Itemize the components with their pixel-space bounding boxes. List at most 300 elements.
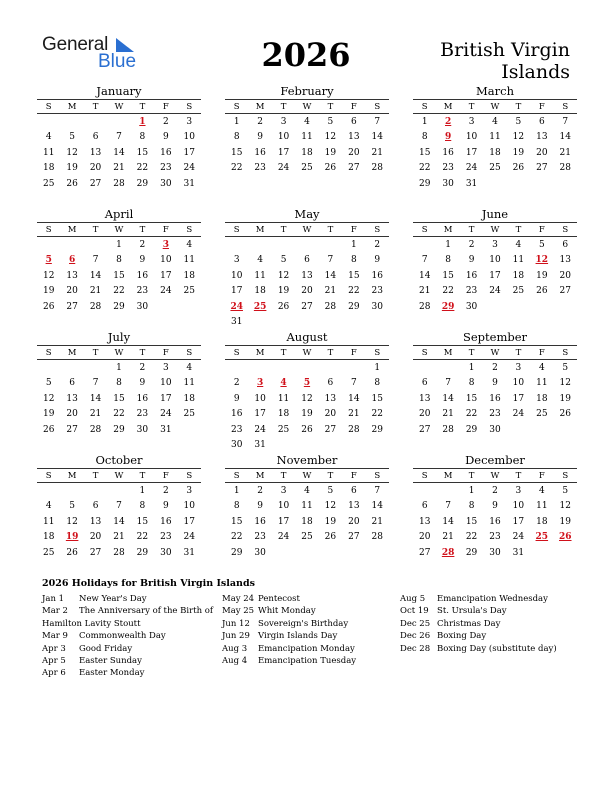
- day-cell: 16: [254, 147, 266, 158]
- week-row: [37, 499, 201, 515]
- day-cell: 14: [348, 393, 360, 404]
- weekday-header: S: [413, 223, 436, 237]
- holiday-day-cell: 19: [65, 532, 79, 543]
- day-cell: 1: [116, 239, 122, 250]
- empty-day-cell: [272, 545, 295, 561]
- day-cell: 29: [418, 178, 431, 189]
- day-cell: 19: [324, 516, 337, 527]
- week-row: [413, 483, 577, 499]
- month-title: October: [95, 453, 143, 467]
- day-cell: 11: [489, 132, 501, 143]
- day-cell: 27: [89, 178, 102, 189]
- day-cell: 23: [160, 163, 172, 174]
- holiday-entry: [42, 667, 222, 679]
- day-cell: 25: [301, 163, 313, 174]
- holiday-name: Boxing Day (substitute day): [437, 643, 557, 654]
- day-cell: 30: [160, 547, 172, 558]
- day-cell: 20: [348, 147, 360, 158]
- day-cell: 31: [183, 178, 195, 189]
- month-table: [37, 223, 201, 315]
- day-cell: 15: [136, 516, 149, 527]
- day-cell: 16: [136, 393, 149, 404]
- weekday-header: M: [60, 469, 83, 483]
- day-cell: 31: [230, 317, 243, 328]
- week-row: [37, 130, 201, 146]
- week-row: [225, 545, 389, 561]
- day-cell: 31: [512, 547, 525, 558]
- day-cell: 13: [66, 393, 78, 404]
- week-row: [413, 145, 577, 161]
- week-row: [413, 530, 577, 546]
- month-table: [413, 223, 577, 315]
- weekday-header: W: [295, 469, 318, 483]
- generalblue-logo: [42, 34, 152, 74]
- day-cell: 16: [254, 516, 266, 527]
- day-cell: 15: [371, 393, 383, 404]
- week-row: [413, 391, 577, 407]
- day-cell: 2: [139, 362, 146, 373]
- day-cell: 29: [348, 301, 360, 312]
- day-cell: 18: [42, 163, 55, 174]
- month-july: [37, 330, 201, 438]
- day-cell: 9: [374, 255, 381, 266]
- day-cell: 17: [465, 147, 478, 158]
- month-table: [413, 469, 577, 561]
- weekday-header: T: [507, 346, 530, 360]
- day-cell: 9: [139, 255, 146, 266]
- day-cell: 23: [442, 163, 454, 174]
- weekday-header: F: [342, 223, 365, 237]
- month-table: [37, 100, 201, 192]
- day-cell: 13: [536, 132, 548, 143]
- week-row: [37, 514, 201, 530]
- month-june: [413, 207, 577, 315]
- day-cell: 18: [301, 147, 313, 158]
- empty-day-cell: [366, 315, 389, 331]
- day-cell: 22: [113, 409, 125, 420]
- holiday-name: Emancipation Tuesday: [258, 655, 357, 666]
- day-cell: 14: [371, 501, 383, 512]
- day-cell: 16: [230, 409, 243, 420]
- day-cell: 4: [538, 362, 545, 373]
- day-cell: 7: [350, 378, 357, 389]
- day-cell: 26: [536, 286, 548, 297]
- month-october: [37, 453, 201, 561]
- holiday-date: May 24: [222, 594, 255, 604]
- day-cell: 10: [512, 501, 525, 512]
- holiday-entry: [222, 593, 402, 605]
- day-cell: 10: [230, 270, 243, 281]
- week-row: [413, 161, 577, 177]
- day-cell: 13: [348, 501, 360, 512]
- month-september: [413, 330, 577, 438]
- holiday-day-cell: 6: [69, 255, 76, 266]
- week-row: [225, 284, 389, 300]
- weekday-header: T: [460, 469, 483, 483]
- weekday-header: W: [483, 100, 506, 114]
- week-row: [37, 284, 201, 300]
- day-cell: 11: [536, 501, 548, 512]
- day-cell: 28: [559, 163, 571, 174]
- day-cell: 31: [160, 424, 172, 435]
- day-cell: 14: [113, 516, 125, 527]
- weekday-header: M: [248, 100, 271, 114]
- holiday-day-cell: 29: [441, 301, 455, 312]
- weekday-header: T: [460, 223, 483, 237]
- day-cell: 7: [421, 255, 428, 266]
- empty-day-cell: [60, 483, 83, 499]
- month-january: [37, 84, 201, 192]
- day-cell: 7: [374, 485, 381, 496]
- day-cell: 21: [371, 147, 383, 158]
- day-cell: 22: [371, 409, 383, 420]
- day-cell: 1: [421, 116, 428, 127]
- day-cell: 21: [89, 286, 102, 297]
- week-row: [37, 407, 201, 423]
- weekday-header: M: [436, 223, 459, 237]
- day-cell: 25: [183, 286, 195, 297]
- day-cell: 13: [418, 393, 431, 404]
- empty-day-cell: [413, 483, 436, 499]
- day-cell: 10: [277, 501, 290, 512]
- weekday-header: F: [154, 223, 177, 237]
- weekday-header: S: [413, 469, 436, 483]
- day-cell: 7: [116, 132, 122, 143]
- day-cell: 10: [183, 132, 195, 143]
- weekday-header: T: [319, 346, 342, 360]
- day-cell: 25: [512, 286, 525, 297]
- day-cell: 1: [116, 362, 122, 373]
- month-title: August: [286, 330, 328, 344]
- day-cell: 21: [113, 532, 125, 543]
- week-row: [225, 514, 389, 530]
- day-cell: 17: [489, 270, 501, 281]
- holiday-day-cell: 5: [45, 255, 52, 266]
- day-cell: 23: [230, 424, 243, 435]
- day-cell: 25: [489, 163, 501, 174]
- day-cell: 27: [324, 424, 337, 435]
- weekday-header: W: [107, 346, 130, 360]
- holiday-date: Jan 1: [42, 594, 65, 604]
- month-title: March: [476, 84, 514, 98]
- day-cell: 2: [257, 485, 263, 496]
- weekday-header: S: [413, 346, 436, 360]
- day-cell: 13: [301, 270, 313, 281]
- day-cell: 14: [418, 270, 431, 281]
- holiday-name: Emancipation Wednesday: [437, 594, 548, 604]
- day-cell: 18: [301, 516, 313, 527]
- day-cell: 15: [230, 516, 243, 527]
- week-row: [413, 176, 577, 192]
- day-cell: 5: [69, 501, 75, 512]
- empty-day-cell: [366, 545, 389, 561]
- day-cell: 19: [42, 409, 55, 420]
- day-cell: 12: [42, 393, 55, 404]
- week-row: [225, 360, 389, 376]
- day-cell: 18: [536, 516, 548, 527]
- day-cell: 30: [465, 301, 478, 312]
- country-name: [390, 39, 570, 83]
- day-cell: 21: [348, 409, 360, 420]
- day-cell: 8: [374, 378, 381, 389]
- day-cell: 16: [465, 270, 478, 281]
- day-cell: 22: [418, 163, 431, 174]
- day-cell: 26: [324, 532, 337, 543]
- week-row: [413, 514, 577, 530]
- day-cell: 24: [254, 424, 266, 435]
- weekday-header: F: [530, 100, 553, 114]
- day-cell: 24: [160, 286, 172, 297]
- day-cell: 24: [277, 532, 290, 543]
- day-cell: 29: [465, 547, 478, 558]
- week-row: [225, 483, 389, 499]
- empty-day-cell: [319, 545, 342, 561]
- week-row: [225, 253, 389, 269]
- day-cell: 9: [233, 393, 240, 404]
- week-row: [225, 530, 389, 546]
- day-cell: 6: [92, 132, 99, 143]
- month-title: November: [276, 453, 338, 467]
- day-cell: 19: [277, 286, 290, 297]
- day-cell: 21: [89, 409, 102, 420]
- holiday-name: St. Ursula's Day: [437, 606, 507, 617]
- day-cell: 14: [559, 132, 571, 143]
- day-cell: 1: [374, 362, 381, 373]
- holiday-date: Dec 28: [400, 643, 431, 654]
- day-cell: 18: [42, 532, 55, 543]
- day-cell: 12: [324, 501, 337, 512]
- holiday-day-cell: 25: [253, 301, 267, 312]
- weekday-header: M: [248, 469, 271, 483]
- holiday-day-cell: 1: [139, 116, 146, 127]
- day-cell: 6: [421, 501, 428, 512]
- day-cell: 6: [350, 485, 357, 496]
- holiday-entry: [42, 605, 222, 617]
- day-cell: 27: [89, 547, 102, 558]
- holiday-entry: [222, 643, 402, 655]
- day-cell: 20: [66, 409, 78, 420]
- day-cell: 22: [136, 532, 149, 543]
- month-table: [225, 346, 389, 453]
- holiday-name: Emancipation Monday: [258, 643, 355, 654]
- day-cell: 16: [489, 393, 501, 404]
- weekday-header: T: [460, 346, 483, 360]
- day-cell: 11: [536, 378, 548, 389]
- week-row: [225, 376, 389, 392]
- holiday-name: Hamilton Lavity Stoutt: [42, 618, 141, 629]
- day-cell: 25: [42, 547, 55, 558]
- month-table: [413, 346, 577, 438]
- day-cell: 8: [233, 501, 240, 512]
- empty-day-cell: [342, 360, 365, 376]
- holiday-entry: [222, 655, 402, 667]
- day-cell: 29: [230, 547, 243, 558]
- holiday-date: Dec 26: [400, 631, 431, 642]
- day-cell: 21: [418, 286, 431, 297]
- day-cell: 1: [139, 485, 146, 496]
- weekday-header: M: [248, 223, 271, 237]
- day-cell: 12: [559, 501, 571, 512]
- holiday-name: Easter Monday: [79, 668, 145, 679]
- day-cell: 10: [254, 393, 266, 404]
- day-cell: 2: [139, 239, 146, 250]
- day-cell: 4: [492, 116, 498, 127]
- day-cell: 11: [183, 378, 195, 389]
- weekday-header: S: [37, 469, 60, 483]
- day-cell: 5: [562, 362, 569, 373]
- day-cell: 3: [186, 116, 193, 127]
- weekday-header: T: [319, 223, 342, 237]
- holiday-entry: [42, 630, 222, 642]
- week-row: [37, 145, 201, 161]
- day-cell: 12: [559, 378, 571, 389]
- empty-day-cell: [530, 422, 553, 438]
- day-cell: 30: [136, 424, 149, 435]
- day-cell: 8: [116, 255, 122, 266]
- week-row: [37, 176, 201, 192]
- empty-day-cell: [37, 237, 60, 253]
- week-row: [37, 545, 201, 561]
- day-cell: 5: [69, 132, 75, 143]
- day-cell: 27: [536, 163, 548, 174]
- weekday-header: S: [366, 469, 389, 483]
- empty-day-cell: [178, 422, 201, 438]
- empty-day-cell: [84, 237, 107, 253]
- day-cell: 28: [324, 301, 337, 312]
- week-row: [413, 268, 577, 284]
- holiday-entry: [42, 643, 222, 655]
- day-cell: 24: [512, 409, 525, 420]
- day-cell: 19: [512, 147, 525, 158]
- day-cell: 24: [183, 163, 195, 174]
- empty-day-cell: [154, 299, 177, 315]
- day-cell: 26: [42, 424, 55, 435]
- holiday-day-cell: 2: [445, 116, 452, 127]
- holiday-column: [222, 593, 402, 667]
- day-cell: 1: [350, 239, 357, 250]
- month-table: [225, 223, 389, 330]
- weekday-header: T: [272, 100, 295, 114]
- week-row: [413, 114, 577, 130]
- day-cell: 8: [468, 378, 475, 389]
- empty-day-cell: [530, 545, 553, 561]
- day-cell: 23: [489, 532, 501, 543]
- week-row: [37, 161, 201, 177]
- day-cell: 3: [280, 485, 287, 496]
- day-cell: 5: [515, 116, 522, 127]
- day-cell: 22: [348, 286, 360, 297]
- empty-day-cell: [507, 176, 530, 192]
- day-cell: 6: [562, 239, 569, 250]
- day-cell: 4: [257, 255, 263, 266]
- holiday-name: Easter Sunday: [79, 655, 142, 666]
- empty-day-cell: [272, 315, 295, 331]
- week-row: [225, 422, 389, 438]
- day-cell: 23: [489, 409, 501, 420]
- holiday-date: Mar 9: [42, 631, 68, 642]
- empty-day-cell: [84, 483, 107, 499]
- weekday-header: T: [131, 223, 154, 237]
- day-cell: 2: [162, 485, 169, 496]
- weekday-header: M: [436, 100, 459, 114]
- day-cell: 29: [371, 424, 383, 435]
- day-cell: 30: [254, 547, 266, 558]
- week-row: [225, 499, 389, 515]
- weekday-header: S: [225, 100, 248, 114]
- day-cell: 8: [468, 501, 475, 512]
- day-cell: 14: [89, 270, 102, 281]
- holiday-entry: [42, 655, 222, 667]
- day-cell: 3: [492, 239, 498, 250]
- empty-day-cell: [295, 237, 318, 253]
- day-cell: 11: [183, 255, 195, 266]
- empty-day-cell: [530, 299, 553, 315]
- week-row: [413, 376, 577, 392]
- month-march: [413, 84, 577, 192]
- week-row: [225, 114, 389, 130]
- weekday-header: W: [107, 100, 130, 114]
- holiday-date: Aug 4: [222, 655, 248, 666]
- day-cell: 1: [468, 362, 475, 373]
- holiday-day-cell: 26: [559, 532, 572, 543]
- weekday-header: T: [131, 469, 154, 483]
- day-cell: 18: [277, 409, 290, 420]
- holiday-day-cell: 3: [257, 378, 264, 389]
- day-cell: 10: [465, 132, 478, 143]
- empty-day-cell: [483, 299, 506, 315]
- day-cell: 29: [113, 424, 125, 435]
- day-cell: 17: [183, 147, 195, 158]
- day-cell: 14: [371, 132, 383, 143]
- day-cell: 15: [418, 147, 431, 158]
- week-row: [225, 391, 389, 407]
- day-cell: 31: [183, 547, 195, 558]
- empty-day-cell: [413, 360, 436, 376]
- week-row: [413, 253, 577, 269]
- day-cell: 6: [69, 378, 75, 389]
- holiday-entry: [222, 605, 402, 617]
- week-row: [413, 545, 577, 561]
- day-cell: 27: [66, 301, 78, 312]
- empty-day-cell: [225, 360, 248, 376]
- day-cell: 30: [160, 178, 172, 189]
- weekday-header: M: [60, 100, 83, 114]
- empty-day-cell: [60, 360, 83, 376]
- weekday-header: S: [225, 223, 248, 237]
- day-cell: 18: [536, 393, 548, 404]
- holiday-entry: [222, 618, 402, 630]
- day-cell: 4: [304, 485, 310, 496]
- day-cell: 11: [42, 147, 55, 158]
- day-cell: 2: [162, 116, 169, 127]
- empty-day-cell: [530, 176, 553, 192]
- day-cell: 19: [559, 393, 571, 404]
- day-cell: 5: [327, 116, 334, 127]
- weekday-header: S: [178, 223, 201, 237]
- holiday-entry: [222, 630, 402, 642]
- day-cell: 9: [162, 132, 169, 143]
- empty-day-cell: [272, 237, 295, 253]
- day-cell: 6: [421, 378, 428, 389]
- empty-day-cell: [436, 483, 459, 499]
- empty-day-cell: [225, 237, 248, 253]
- holiday-day-cell: 28: [441, 547, 455, 558]
- week-row: [37, 299, 201, 315]
- country-name-line-2: Islands: [501, 61, 570, 83]
- week-row: [225, 438, 389, 454]
- month-title: January: [96, 84, 142, 98]
- day-cell: 7: [374, 116, 381, 127]
